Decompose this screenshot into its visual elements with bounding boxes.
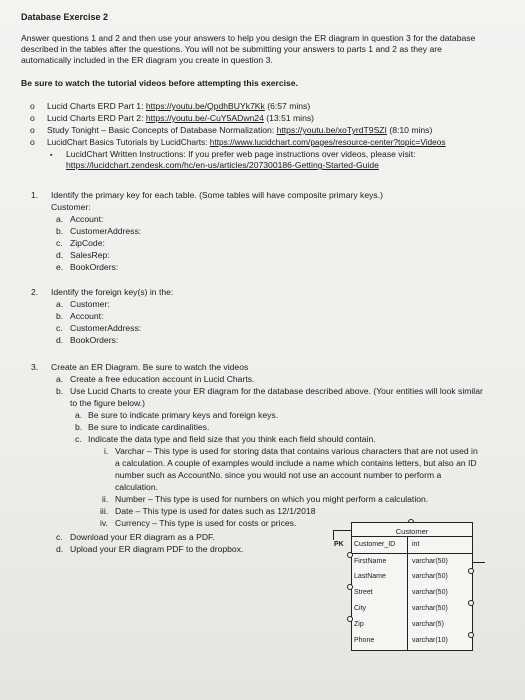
square-bullet-icon: ▪	[50, 152, 53, 159]
field-name: Street	[354, 589, 373, 596]
list-item: CustomerAddress:	[70, 226, 142, 236]
question-text: Identify the foreign key(s) in the:	[51, 287, 174, 297]
entity-row	[352, 601, 472, 616]
item-marker: a.	[56, 374, 64, 384]
connector-icon	[347, 584, 353, 590]
type-description: a calculation. A couple of examples would include a name which contains letters, but also an ID	[115, 458, 477, 468]
list-item: Account:	[70, 311, 104, 321]
item-marker: c.	[56, 323, 63, 333]
list-item: Be sure to indicate cardinalities.	[88, 422, 210, 432]
resource-item	[47, 125, 432, 136]
item-marker: b.	[75, 422, 83, 432]
field-name: City	[354, 605, 367, 612]
entity-row	[352, 569, 472, 584]
intro-line: Answer questions 1 and 2 and then use your answers to help you design the ER diagram in question 3 for the database	[21, 33, 476, 43]
resource-duration: (6:57 mins)	[264, 101, 311, 111]
item-marker: b.	[56, 226, 64, 236]
resource-duration: (13:51 mins)	[263, 113, 315, 123]
question-text: Identify the primary key for each table. (Some tables will have composite primary keys.)	[51, 190, 383, 200]
list-item: Customer:	[70, 299, 110, 309]
list-item: CustomerAddress:	[70, 323, 142, 333]
list-item: Create a free education account in Lucid Charts.	[70, 374, 255, 384]
field-name: Zip	[354, 621, 364, 628]
resource-label: LucidChart Basics Tutorials by LucidCharts:	[47, 137, 210, 147]
connector-icon	[468, 632, 474, 638]
entity-row	[352, 585, 472, 600]
resource-item	[47, 137, 446, 148]
list-item: BookOrders:	[70, 262, 119, 272]
resource-link[interactable]: https://youtu.be/QpdhBUYk7Kk	[145, 101, 265, 111]
entity-title: Customer	[395, 527, 429, 536]
type-description: Date – This type is used for dates such as 12/1/2018	[115, 506, 316, 516]
resource-link[interactable]: https://www.lucidchart.com/pages/resource-center?topic=Videos	[209, 137, 446, 147]
item-marker: a.	[56, 214, 64, 224]
item-marker: b.	[56, 386, 64, 396]
resource-item	[47, 113, 314, 124]
document-title: Database Exercise 2	[21, 12, 109, 22]
warning-text: Be sure to watch the tutorial videos before attempting this exercise.	[21, 78, 298, 88]
type-description: Varchar – This type is used for storing data that contains various characters that are not used in	[115, 446, 478, 456]
connector-icon	[347, 616, 353, 622]
question-number: 1.	[31, 190, 39, 200]
connector-icon	[468, 568, 474, 574]
bullet-icon: o	[30, 113, 35, 123]
type-description: Number – This type is used for numbers on which you might perform a calculation.	[115, 494, 429, 504]
entity-row	[352, 633, 472, 648]
list-item: Indicate the data type and field size that you think each field should contain.	[88, 434, 376, 444]
question-text: Create an ER Diagram. Be sure to watch the videos	[51, 362, 249, 372]
list-item: Upload your ER diagram PDF to the dropbox.	[70, 544, 244, 554]
list-item-continued: to the figure below.)	[70, 398, 146, 408]
item-marker: d.	[56, 335, 64, 345]
list-item: SalesRep:	[70, 250, 110, 260]
item-marker: i.	[104, 446, 109, 456]
entity-row	[352, 536, 472, 552]
field-name: Customer_ID	[354, 541, 396, 548]
relationship-line	[333, 530, 334, 540]
relationship-line	[471, 562, 485, 563]
item-marker: ii.	[102, 494, 109, 504]
item-marker: c.	[75, 434, 82, 444]
entity-row	[352, 617, 472, 632]
item-marker: e.	[56, 262, 64, 272]
question-lead: Customer:	[51, 202, 91, 212]
entity-customer	[334, 522, 473, 651]
list-item: ZipCode:	[70, 238, 105, 248]
type-description: Currency – This type is used for costs or prices.	[115, 518, 297, 528]
item-marker: c.	[56, 238, 63, 248]
item-marker: c.	[56, 532, 63, 542]
question-number: 3.	[31, 362, 39, 372]
list-item: Download your ER diagram as a PDF.	[70, 532, 215, 542]
relationship-line	[333, 530, 351, 531]
field-name: Phone	[354, 637, 375, 644]
item-marker: iii.	[100, 506, 109, 516]
type-description: number such as AccountNo. since you would not use an account number to perform a	[115, 470, 442, 480]
connector-icon	[468, 600, 474, 606]
intro-line: automatically included in the ER diagram you create in question 3.	[21, 55, 273, 65]
resource-label: Lucid Charts ERD Part 2:	[47, 113, 146, 123]
bullet-icon: o	[30, 101, 35, 111]
item-marker: a.	[75, 410, 83, 420]
field-type: int	[412, 541, 420, 548]
field-type: varchar(50)	[412, 573, 448, 580]
bullet-icon: o	[30, 137, 35, 147]
list-item: Use Lucid Charts to create your ER diagram for the database described above. (Your entities will look similar	[70, 386, 483, 396]
resource-link[interactable]: https://youtu.be/-CuY5ADwn24	[145, 113, 264, 123]
resource-item	[47, 101, 310, 112]
field-type: varchar(50)	[412, 605, 448, 612]
er-diagram-figure	[333, 522, 496, 650]
connector-icon	[347, 552, 353, 558]
type-description: calculation.	[115, 482, 158, 492]
list-item: Account:	[70, 214, 104, 224]
pk-label: PK	[334, 541, 344, 548]
item-marker: d.	[56, 544, 64, 554]
item-marker: b.	[56, 311, 64, 321]
list-item: BookOrders:	[70, 335, 119, 345]
resource-link[interactable]: https://youtu.be/xoTyrdT9SZI	[276, 125, 387, 135]
item-marker: iv.	[100, 518, 108, 528]
resource-label: Lucid Charts ERD Part 1:	[47, 101, 146, 111]
field-type: varchar(5)	[412, 621, 444, 628]
resource-duration: (8:10 mins)	[386, 125, 433, 135]
field-type: varchar(50)	[412, 589, 448, 596]
field-name: FirstName	[354, 558, 387, 565]
field-type: varchar(10)	[412, 637, 448, 644]
intro-line: described in the tables after the questions. You will not be submitting your answers to parts 1 and 2 as they are	[21, 44, 442, 54]
resource-label: Study Tonight – Basic Concepts of Database Normalization:	[47, 125, 277, 135]
field-type: varchar(50)	[412, 558, 448, 565]
bullet-icon: o	[30, 125, 35, 135]
sub-resource-link[interactable]: https://lucidchart.zendesk.com/hc/en-us/articles/207300186-Getting-Started-Guide	[66, 160, 379, 170]
question-number: 2.	[31, 287, 39, 297]
list-item: Be sure to indicate primary keys and foreign keys.	[88, 410, 279, 420]
field-name: LastName	[354, 573, 386, 580]
item-marker: a.	[56, 299, 64, 309]
sub-resource-text: LucidChart Written Instructions: If you prefer web page instructions over videos, please visit:	[66, 149, 416, 159]
entity-row	[352, 553, 472, 569]
item-marker: d.	[56, 250, 64, 260]
